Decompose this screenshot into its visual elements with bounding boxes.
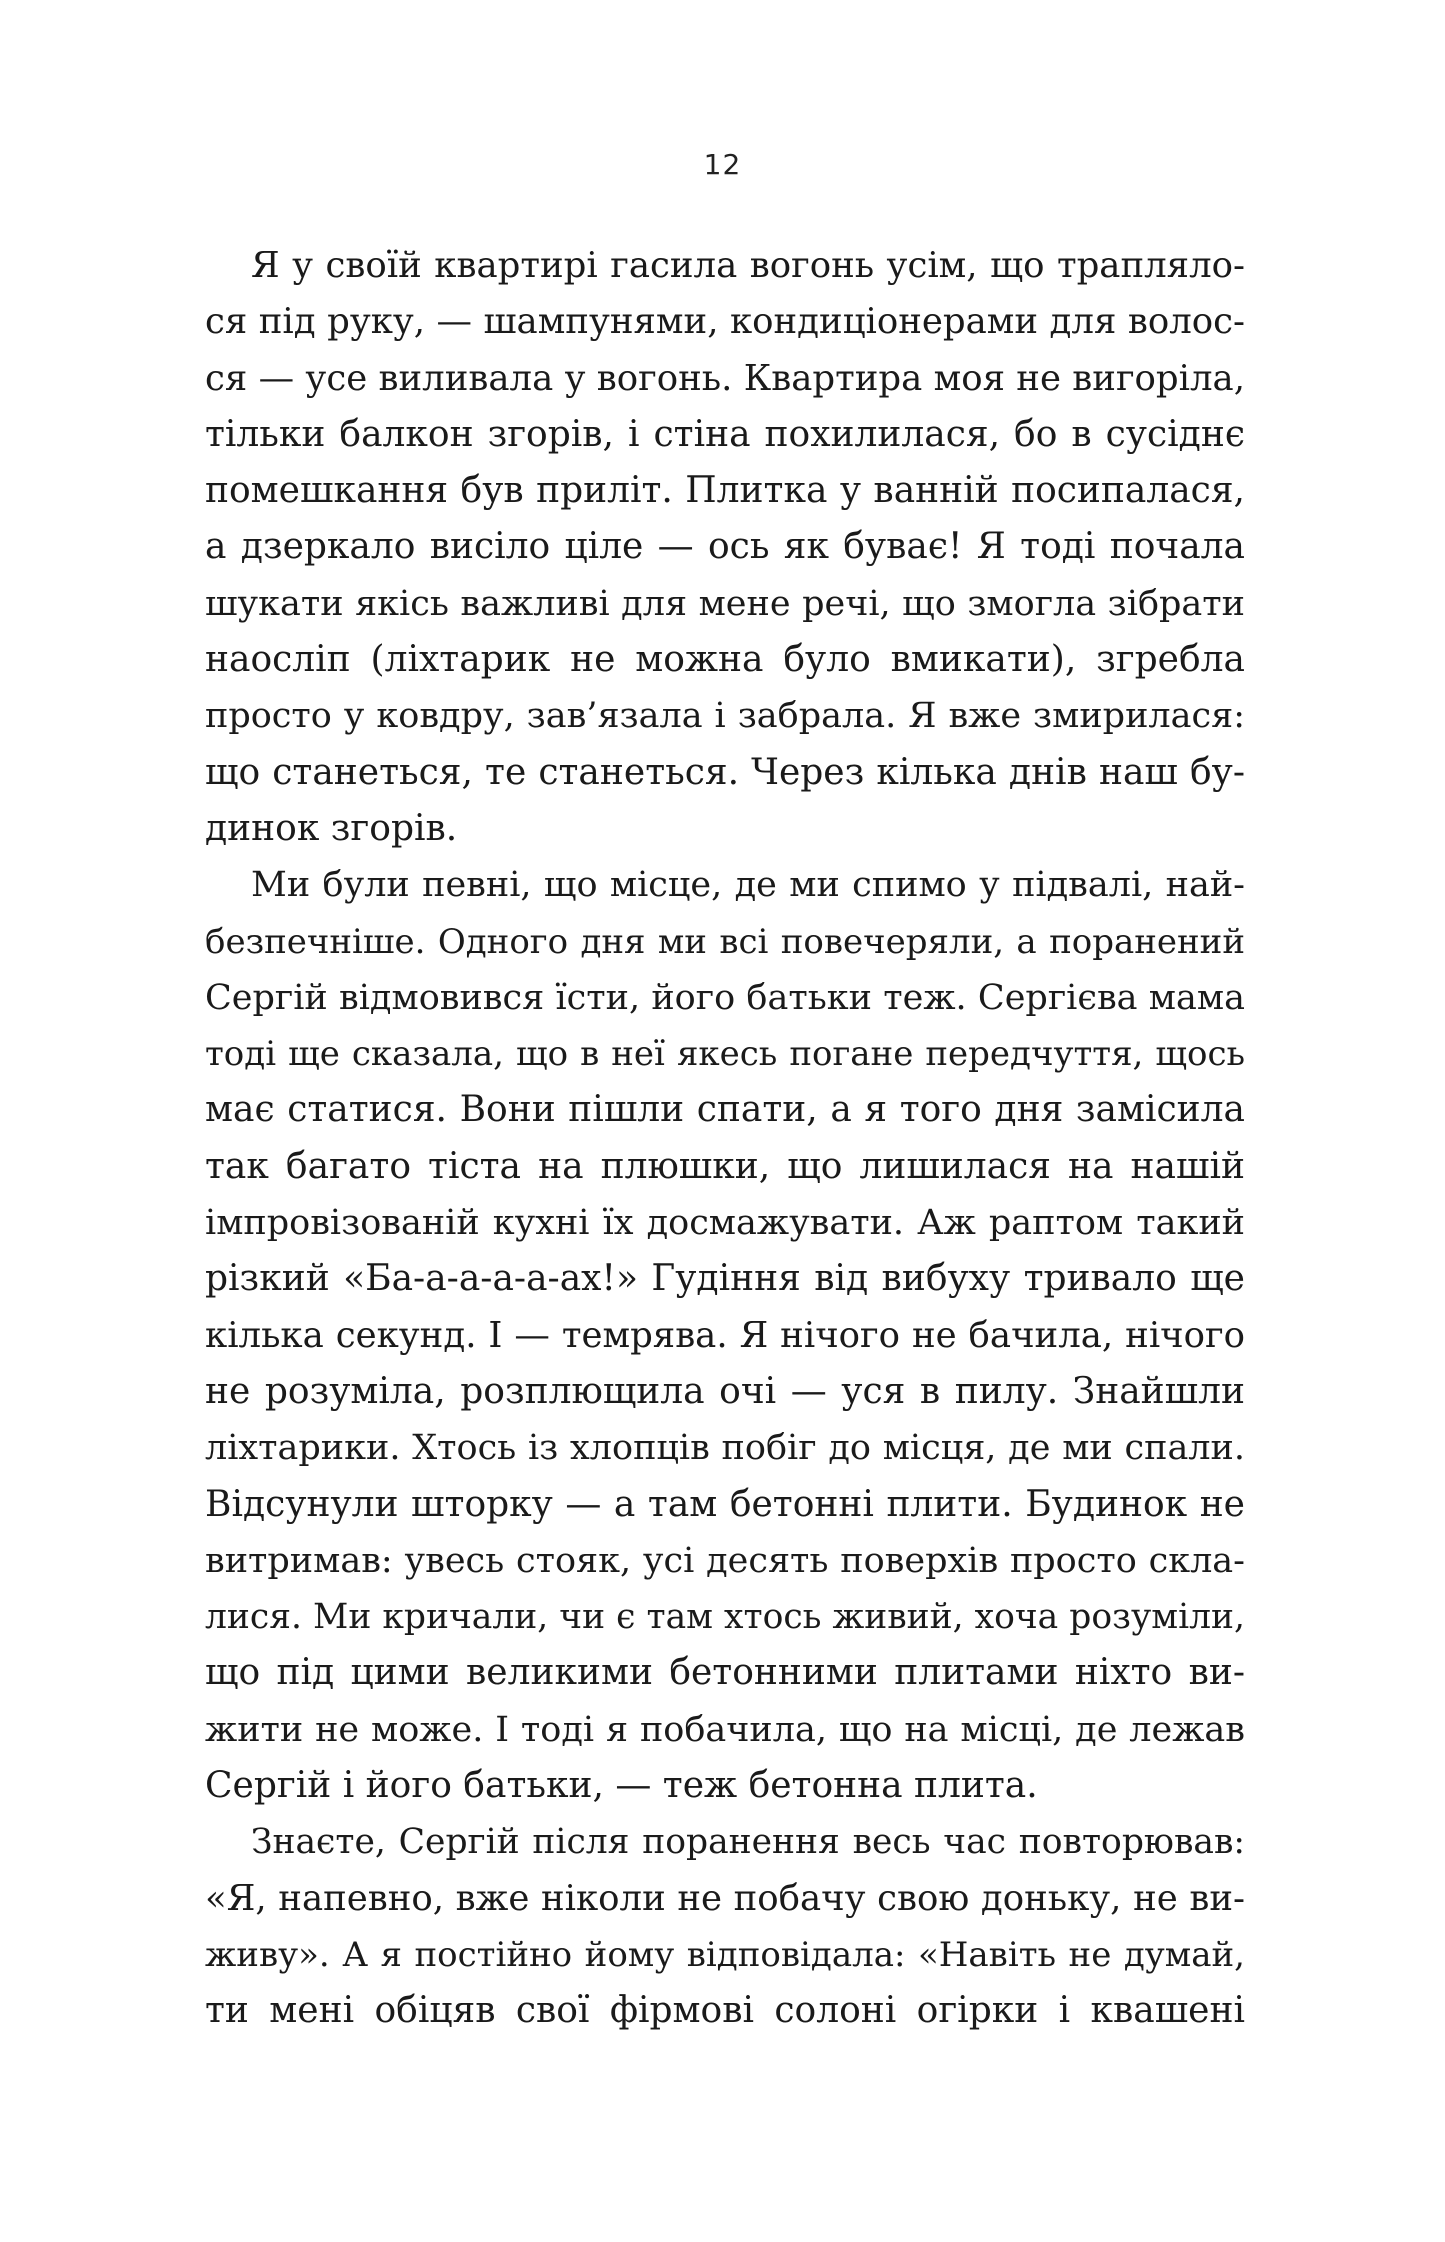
text-line: ся під руку, — шампунями, кондиціонерами для волос- [205,301,1245,343]
text-line: живу». А я постійно йому відповідала: «Навіть не думай, [205,1934,1245,1975]
text-line: ти мені обіцяв свої фірмові солоні огірки і квашені [205,1990,1245,2032]
text-line: що станеться, те станеться. Через кілька днів наш бу- [205,751,1245,793]
text-line: Відсунули шторку — а там бетонні плити. Будинок не [205,1483,1245,1525]
page-number: 12 [703,148,742,181]
text-line: так багато тіста на плюшки, що лишилася на нашій [205,1145,1245,1187]
text-line: жити не може. І тоді я побачила, що на місці, де лежав [205,1709,1245,1750]
text-line: просто у ковдру, зав’язала і забрала. Я вже змирилася: [205,696,1245,737]
text-line: помешкання був приліт. Плитка у ванній посипалася, [205,470,1245,512]
text-line: не розуміла, розплющила очі — уся в пилу. Знайшли [205,1370,1245,1412]
text-line: Сергій і його батьки, — теж бетонна плита. [205,1765,1038,1807]
text-line: безпечніше. Одного дня ми всі повечеряли, а поранений [205,921,1245,962]
text-line: кілька секунд. І — темрява. Я нічого не бачила, нічого [205,1314,1245,1356]
text-line: Я у своїй квартирі гасила вогонь усім, що трапляло- [251,245,1245,286]
body-text [205,238,1245,2040]
text-line: лися. Ми кричали, чи є там хтось живий, хоча розуміли, [205,1597,1245,1638]
text-line: динок згорів. [205,807,458,849]
text-line: «Я, напевно, вже ніколи не побачу свою доньку, не ви- [205,1877,1245,1919]
text-line: тільки балкон згорів, і стіна похилилася, бо в сусіднє [205,413,1245,455]
text-line: що під цими великими бетонними плитами ніхто ви- [205,1652,1245,1694]
text-line: а дзеркало висіло ціле — ось як буває! Я тоді почала [205,526,1245,568]
text-line: ліхтарики. Хтось із хлопців побіг до місця, де ми спали. [205,1428,1245,1469]
text-line: Сергій відмовився їсти, його батьки теж. Сергієва мама [205,977,1245,1018]
text-line: витримав: увесь стояк, усі десять поверхів просто скла- [205,1540,1245,1581]
text-line: різкий «Ба-а-а-а-а-ах!» Гудіння від вибуху тривало ще [205,1258,1245,1300]
text-line: Знаєте, Сергій після поранення весь час повторював: [251,1822,1245,1863]
text-line: імпровізованій кухні їх досмажувати. Аж раптом такий [205,1203,1245,1244]
text-line: Ми були певні, що місце, де ми спимо у підвалі, най- [251,865,1245,906]
text-line: тоді ще сказала, що в неї якесь погане передчуття, щось [205,1034,1245,1075]
text-line: ся — усе виливала у вогонь. Квартира моя не вигоріла, [205,357,1245,399]
text-line: наосліп (ліхтарик не можна було вмикати), згребла [205,639,1245,681]
text-line: шукати якісь важливі для мене речі, що змогла зібрати [205,583,1245,624]
text-line: має статися. Вони пішли спати, а я того дня замісила [205,1089,1245,1131]
